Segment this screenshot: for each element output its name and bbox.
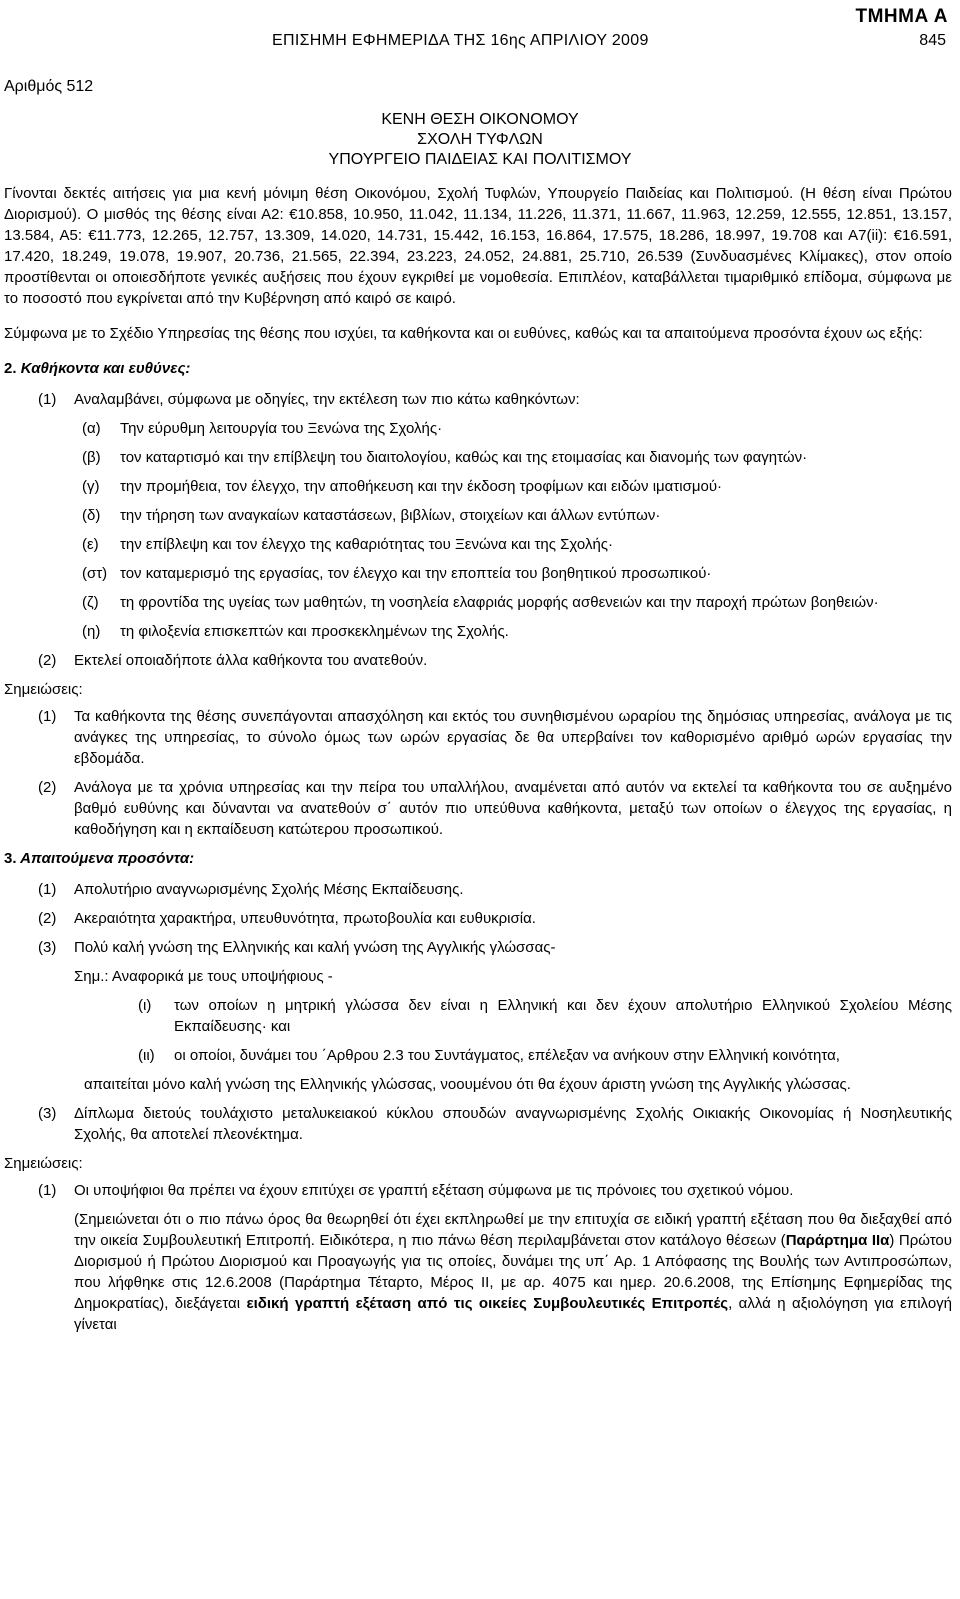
duties-title: Καθήκοντα και ευθύνες: — [20, 360, 191, 377]
item-text: Αναλαμβάνει, σύμφωνα με οδηγίες, την εκτέλεση των πιο κάτω καθηκόντων: — [74, 391, 580, 408]
exam-paragraph-part-2: ) Πρώτου Διορισμού ή Πρώτου Διορισμού και Προαγωγής για τις οποίες, δυνάμει της υπ΄ Αρ. 1 Απόφασης της Βουλής των Αντιπροσώπων, που λήφθηκε στις 12.6.2008 (Παράρτημα Τέταρτο, Μέρος II, με αρ. 4075 και ημερ. 20.6.2008, της Επίσημης Εφημερίδας της Δημοκρατίας), διεξάγεται — [74, 1232, 952, 1312]
duties-subitem-z — [4, 592, 952, 613]
annex-reference: Παράρτημα IIα — [785, 1232, 890, 1249]
duties-subitem-c — [4, 476, 952, 497]
duties-subitem-b — [4, 447, 952, 468]
title-line-position: ΚΕΝΗ ΘΕΣΗ ΟΙΚΟΝΟΜΟΥ — [381, 111, 579, 128]
item-text: Πολύ καλή γνώση της Ελληνικής και καλή γνώση της Αγγλικής γλώσσας- — [74, 939, 556, 956]
item-label: (3) — [38, 939, 57, 956]
duties-number: 2. — [4, 360, 17, 377]
language-subitem-ii — [4, 1045, 952, 1066]
qualifications-item-1 — [4, 879, 952, 900]
special-exam-phrase: ειδική γραπτή εξέταση από τις οικείες Συμβουλευτικές Επιτροπές — [246, 1295, 729, 1312]
subitem-text: τον καταρτισμό και την επίβλεψη του διαιτολογίου, καθώς και της ετοιμασίας και διανομής των φαγητών· — [120, 449, 808, 466]
language-note-conclusion: απαιτείται μόνο καλή γνώση της Ελληνικής γλώσσας, νοουμένου ότι θα έχουν άριστη γνώση της Αγγλικής γλώσσας. — [84, 1076, 851, 1093]
subitem-label: (γ) — [82, 478, 100, 495]
duties-subitem-h — [4, 621, 952, 642]
qualifications-notes-heading: Σημειώσεις: — [4, 1155, 83, 1172]
qualifications-item-3 — [4, 937, 952, 958]
note-label: (1) — [38, 1182, 57, 1199]
notice-body — [4, 183, 952, 1335]
duties-item-1 — [4, 389, 952, 410]
title-line-ministry: ΥΠΟΥΡΓΕΙΟ ΠΑΙΔΕΙΑΣ ΚΑΙ ΠΟΛΙΤΙΣΜΟΥ — [328, 151, 632, 168]
note-text: Οι υποψήφιοι θα πρέπει να έχουν επιτύχει σε γραπτή εξέταση σύμφωνα με τις πρόνοιες του σχετικού νόμου. — [74, 1182, 794, 1199]
note-text: Ανάλογα με τα χρόνια υπηρεσίας και την πείρα του υπαλλήλου, αναμένεται από αυτόν να εκτελεί τα καθήκοντα του σε αυξημένο βαθμό ευθύνης και δύνανται να ανατεθούν σ΄ αυτόν πιο υπεύθυνα καθήκοντα, μεταξύ των οποίων ο έλεγχος της εργασίας, η καθοδήγηση και η εκπαίδευση κατώτερου προσωπικού. — [74, 779, 952, 838]
item-label: (3) — [38, 1105, 57, 1122]
exam-paragraph-part-3: , αλλά η αξιολόγηση για επιλογή γίνεται — [74, 1295, 952, 1333]
duties-subitem-st — [4, 563, 952, 584]
duties-subitem-a — [4, 418, 952, 439]
subitem-label: (στ) — [82, 565, 108, 582]
duties-note-1 — [4, 706, 952, 769]
subitem-text: την επίβλεψη και τον έλεγχο της καθαριότητας του Ξενώνα και της Σχολής· — [120, 536, 614, 553]
page-number: 845 — [919, 32, 946, 49]
subitem-label: (α) — [82, 420, 101, 437]
note-label: (1) — [38, 708, 57, 725]
item-label: (2) — [38, 910, 57, 927]
intro-paragraph: Γίνονται δεκτές αιτήσεις για μια κενή μόνιμη θέση Οικονόμου, Σχολή Τυφλών, Υπουργείο Παιδείας και Πολιτισμού. (Η θέση είναι Πρώτου Διορισμού). Ο μισθός της θέσης είναι Α2: €10.858, 10.950, 11.042, 11.134, 11.226, 11.371, 11.667, 11.963, 12.259, 12.555, 12.851, 13.157, 13.584, Α5: €11.773, 12.265, 12.757, 13.309, 14.020, 14.731, 15.442, 16.153, 16.864, 17.575, 18.286, 18.997, 19.708 και Α7(ii): €16.591, 17.420, 18.249, 19.078, 19.907, 20.736, 21.565, 22.394, 23.223, 24.052, 24.881, 25.710, 26.539 (Συνδυασμένες Κλίμακες), στον οποίο προστίθενται οι οποιεσδήποτε γενικές αυξήσεις που έχουν εγκριθεί με νομοθεσία. Επιπλέον, καταβάλλεται τιμαριθμικό επίδομα, σύμφωνα με το ποσοστό που εγκρίνεται από την Κυβέρνηση από καιρό σε καιρό. — [4, 185, 952, 307]
subitem-text: οι οποίοι, δυνάμει του ΄Αρθρου 2.3 του Συντάγματος, επέλεξαν να ανήκουν στην Ελληνική κοινότητα, — [174, 1047, 840, 1064]
qualifications-heading — [4, 848, 952, 869]
subitem-label: (η) — [82, 623, 101, 640]
scheme-intro-paragraph: Σύμφωνα με το Σχέδιο Υπηρεσίας της θέσης που ισχύει, τα καθήκοντα και οι ευθύνες, καθώς και τα απαιτούμενα προσόντα έχουν ως εξής: — [4, 325, 923, 342]
qualifications-note-1 — [4, 1180, 952, 1201]
item-text: Εκτελεί οποιαδήποτε άλλα καθήκοντα του ανατεθούν. — [74, 652, 428, 669]
note-text: Τα καθήκοντα της θέσης συνεπάγονται απασχόληση και εκτός του συνηθισμένου ωραρίου της δημόσιας υπηρεσίας, ανάλογα με τις ανάγκες της υπηρεσίας, το σύνολο όμως των ωρών εργασίας δε θα υπερβαίνει τον καθορισμένο αριθμό ωρών εργασίας την εβδομάδα. — [74, 708, 952, 767]
gazette-title: ΕΠΙΣΗΜΗ ΕΦΗΜΕΡΙΔΑ ΤΗΣ 16ης ΑΠΡΙΛΙΟΥ 2009 — [272, 32, 649, 49]
qualifications-title: Απαιτούμενα προσόντα: — [20, 850, 195, 867]
subitem-label: (ι) — [138, 997, 152, 1014]
duties-subitem-d — [4, 505, 952, 526]
subitem-text: Την εύρυθμη λειτουργία του Ξενώνα της Σχολής· — [120, 420, 443, 437]
exam-paragraph-part-1: (Σημειώνεται ότι ο πιο πάνω όρος θα θεωρηθεί ότι έχει εκπληρωθεί με την επιτυχία σε ειδική γραπτή εξέταση που θα διεξαχθεί από την οικεία Συμβουλευτική Επιτροπή. Ειδικότερα, η πιο πάνω θέση περιλαμβάνεται στον κατάλογο θέσεων ( — [74, 1211, 952, 1249]
subitem-label: (ε) — [82, 536, 99, 553]
subitem-label: (δ) — [82, 507, 101, 524]
item-label: (1) — [38, 391, 57, 408]
qualifications-number: 3. — [4, 850, 17, 867]
title-line-school: ΣΧΟΛΗ ΤΥΦΛΩΝ — [417, 131, 543, 148]
subitem-text: την τήρηση των αναγκαίων καταστάσεων, βιβλίων, στοιχείων και άλλων εντύπων· — [120, 507, 661, 524]
subitem-label: (β) — [82, 449, 101, 466]
item-label: (1) — [38, 881, 57, 898]
duties-note-2 — [4, 777, 952, 840]
subitem-text: τη φιλοξενία επισκεπτών και προσκεκλημένων της Σχολής. — [120, 623, 509, 640]
qualifications-advantage — [4, 1103, 952, 1145]
subitem-label: (ιι) — [138, 1047, 155, 1064]
notice-title — [0, 110, 960, 170]
subitem-text: την προμήθεια, τον έλεγχο, την αποθήκευση και την έκδοση τροφίμων και ειδών ιματισμού· — [120, 478, 723, 495]
item-text: Δίπλωμα διετούς τουλάχιστο μεταλυκειακού κύκλου σπουδών αναγνωρισμένης Σχολής Οικιακής Οικονομίας ή Νοσηλευτικής Σχολής, θα αποτελεί πλεονέκτημα. — [74, 1105, 952, 1143]
duties-heading — [4, 358, 952, 379]
exam-paragraph — [4, 1209, 952, 1335]
item-text: Απολυτήριο αναγνωρισμένης Σχολής Μέσης Εκπαίδευσης. — [74, 881, 464, 898]
duties-notes-heading: Σημειώσεις: — [4, 681, 83, 698]
item-label: (2) — [38, 652, 57, 669]
language-subitem-i — [4, 995, 952, 1037]
subitem-text: τη φροντίδα της υγείας των μαθητών, τη νοσηλεία ελαφριάς μορφής ασθενειών και την παροχή πρώτων βοηθειών· — [120, 594, 879, 611]
duties-subitem-e — [4, 534, 952, 555]
notice-number: Αριθμός 512 — [4, 78, 94, 95]
note-label: (2) — [38, 779, 57, 796]
qualifications-item-2 — [4, 908, 952, 929]
duties-item-2 — [4, 650, 952, 671]
item-text: Ακεραιότητα χαρακτήρα, υπευθυνότητα, πρωτοβουλία και ευθυκρισία. — [74, 910, 536, 927]
subitem-text: τον καταμερισμό της εργασίας, τον έλεγχο και την εποπτεία του βοηθητικού προσωπικού· — [120, 565, 712, 582]
subitem-text: των οποίων η μητρική γλώσσα δεν είναι η Ελληνική και δεν έχουν απολυτήριο Ελληνικού Σχολείου Μέσης Εκπαίδευσης· και — [174, 997, 952, 1035]
language-note-intro: Σημ.: Αναφορικά με τους υποψήφιους - — [74, 968, 333, 985]
section-label: ΤΜΗΜΑ Α — [855, 6, 948, 27]
subitem-label: (ζ) — [82, 594, 99, 611]
